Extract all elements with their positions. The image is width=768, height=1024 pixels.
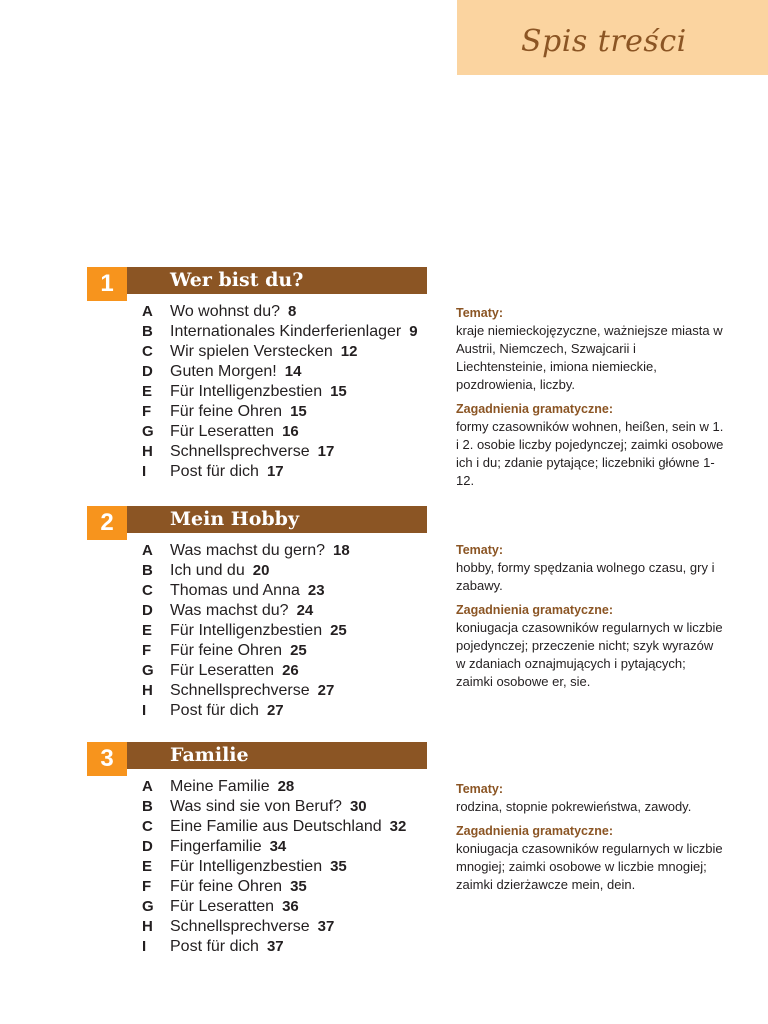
lesson-list [142,776,406,956]
lesson-title: Thomas und Anna [170,582,300,599]
unit-bar [112,742,427,769]
lesson-title: Ich und du [170,562,245,579]
lesson-title: Für Intelligenzbestien [170,383,323,400]
unit-number-badge: 1 [87,267,127,301]
lesson-title: Guten Morgen! [170,363,277,380]
lesson-item [142,856,406,876]
lesson-item [142,640,350,660]
lesson-page: 37 [266,938,284,955]
lesson-item [142,361,418,381]
grammar-text: koniugacja czasowników regularnych w liczbie mnogiej; zaimki osobowe w liczbie mnogiej; zaimki dzierżawcze mein, dein. [456,841,723,892]
lesson-letter: A [142,303,153,320]
lesson-letter: C [142,582,153,599]
lesson-item [142,916,406,936]
lesson-letter: D [142,602,153,619]
lesson-item [142,321,418,341]
lesson-letter: F [142,878,152,895]
lesson-letter: H [142,682,153,699]
lesson-letter: C [142,818,153,835]
lesson-page: 14 [284,363,302,380]
lesson-title: Post für dich [170,463,259,480]
unit-3-info [456,780,726,900]
topics-text: kraje niemieckojęzyczne, ważniejsze miasta w Austrii, Niemczech, Szwajcarii i Liechtensteinie, imiona niemieckie, pozdrowienia, liczby. [456,323,723,392]
lesson-title: Was sind sie von Beruf? [170,798,342,815]
lesson-letter: G [142,662,154,679]
lesson-page: 18 [333,542,350,559]
topics-heading: Tematy: [456,306,504,320]
lesson-title: Wo wohnst du? [170,303,280,320]
lesson-letter: I [142,463,147,480]
lesson-page: 17 [266,463,284,480]
lesson-letter: E [142,622,153,639]
lesson-item [142,660,350,680]
lesson-page: 23 [307,582,325,599]
lesson-page: 34 [269,838,287,855]
lesson-page: 25 [290,642,307,659]
topics-heading: Tematy: [456,782,504,796]
lesson-title: Für Leseratten [170,662,275,679]
lesson-title: Für Intelligenzbestien [170,858,323,875]
lesson-item [142,461,418,481]
lesson-title: Meine Familie [170,778,270,795]
lesson-item [142,441,418,461]
lesson-item [142,876,406,896]
lesson-letter: D [142,838,153,855]
lesson-item [142,301,418,321]
grammar-heading: Zagadnienia gramatyczne: [456,603,613,617]
lesson-letter: G [142,423,154,440]
lesson-page: 32 [389,818,407,835]
unit-bar [112,267,427,294]
lesson-page: 27 [266,702,284,719]
lesson-title: Für Leseratten [170,423,275,440]
lesson-page: 20 [252,562,270,579]
lesson-letter: F [142,642,152,659]
lesson-letter: D [142,363,153,380]
lesson-item [142,796,406,816]
lesson-title: Schnellsprechverse [170,443,310,460]
lesson-title: Schnellsprechverse [170,682,310,699]
lesson-letter: I [142,702,147,719]
lesson-title: Für feine Ohren [170,878,283,895]
lesson-page: 16 [282,423,299,440]
lesson-page: 15 [330,383,347,400]
lesson-list [142,540,350,720]
topics-text: rodzina, stopnie pokrewieństwa, zawody. [456,799,692,814]
lesson-item [142,540,350,560]
lesson-title: Was machst du gern? [170,542,326,559]
lesson-item [142,381,418,401]
lesson-item [142,401,418,421]
lesson-page: 30 [349,798,367,815]
lesson-letter: F [142,403,152,420]
lesson-item [142,341,418,361]
lesson-title: Fingerfamilie [170,838,262,855]
grammar-heading: Zagadnienia gramatyczne: [456,402,613,416]
lesson-page: 37 [317,918,335,935]
lesson-title: Post für dich [170,702,259,719]
lesson-page: 28 [277,778,295,795]
lesson-letter: E [142,858,153,875]
unit-bar [112,506,427,533]
grammar-text: koniugacja czasowników regularnych w liczbie pojedynczej; przeczenie nicht; szyk wyrazów w zdaniach oznajmujących i pytających; zaimki osobowe er, sie. [456,620,723,689]
lesson-title: Für feine Ohren [170,642,283,659]
topics-heading: Tematy: [456,543,504,557]
lesson-letter: B [142,798,153,815]
lesson-letter: H [142,443,153,460]
lesson-page: 27 [317,682,335,699]
lesson-item [142,836,406,856]
lesson-letter: C [142,343,153,360]
lesson-page: 35 [330,858,347,875]
lesson-page: 12 [340,343,358,360]
unit-number-badge: 3 [87,742,127,776]
lesson-page: 15 [290,403,307,420]
lesson-page: 8 [288,303,297,320]
lesson-item [142,600,350,620]
lesson-item [142,620,350,640]
page-title: Spis treści [521,24,687,59]
grammar-text: formy czasowników wohnen, heißen, sein w 1. i 2. osobie liczby pojedynczej; zaimki osobowe ich i du; zdanie pytające; liczebniki główne 1-12. [456,419,724,488]
lesson-item [142,700,350,720]
grammar-heading: Zagadnienia gramatyczne: [456,824,613,838]
lesson-letter: G [142,898,154,915]
lesson-title: Internationales Kinderferienlager [170,323,402,340]
lesson-item [142,560,350,580]
unit-1-info [456,304,726,496]
lesson-item [142,776,406,796]
lesson-page: 36 [282,898,299,915]
lesson-title: Für Leseratten [170,898,275,915]
title-box [457,0,768,75]
lesson-page: 24 [296,602,314,619]
lesson-page: 26 [282,662,299,679]
lesson-letter: B [142,323,153,340]
unit-title: Familie [170,744,249,766]
lesson-letter: A [142,778,153,795]
lesson-letter: A [142,542,153,559]
topics-text: hobby, formy spędzania wolnego czasu, gry i zabawy. [456,560,715,593]
unit-2-info [456,541,726,697]
lesson-title: Für Intelligenzbestien [170,622,323,639]
lesson-title: Was machst du? [170,602,289,619]
lesson-letter: H [142,918,153,935]
lesson-page: 25 [330,622,347,639]
lesson-letter: I [142,938,147,955]
unit-title: Mein Hobby [170,508,300,530]
unit-title: Wer bist du? [170,269,304,291]
lesson-item [142,936,406,956]
lesson-title: Für feine Ohren [170,403,283,420]
lesson-letter: E [142,383,153,400]
unit-number-badge: 2 [87,506,127,540]
lesson-page: 17 [317,443,335,460]
lesson-item [142,580,350,600]
lesson-page: 35 [290,878,307,895]
lesson-item [142,680,350,700]
lesson-letter: B [142,562,153,579]
lesson-item [142,816,406,836]
lesson-page: 9 [409,323,418,340]
lesson-title: Post für dich [170,938,259,955]
lesson-list [142,301,418,481]
lesson-title: Wir spielen Verstecken [170,343,333,360]
lesson-item [142,896,406,916]
lesson-title: Eine Familie aus Deutschland [170,818,382,835]
lesson-item [142,421,418,441]
lesson-title: Schnellsprechverse [170,918,310,935]
